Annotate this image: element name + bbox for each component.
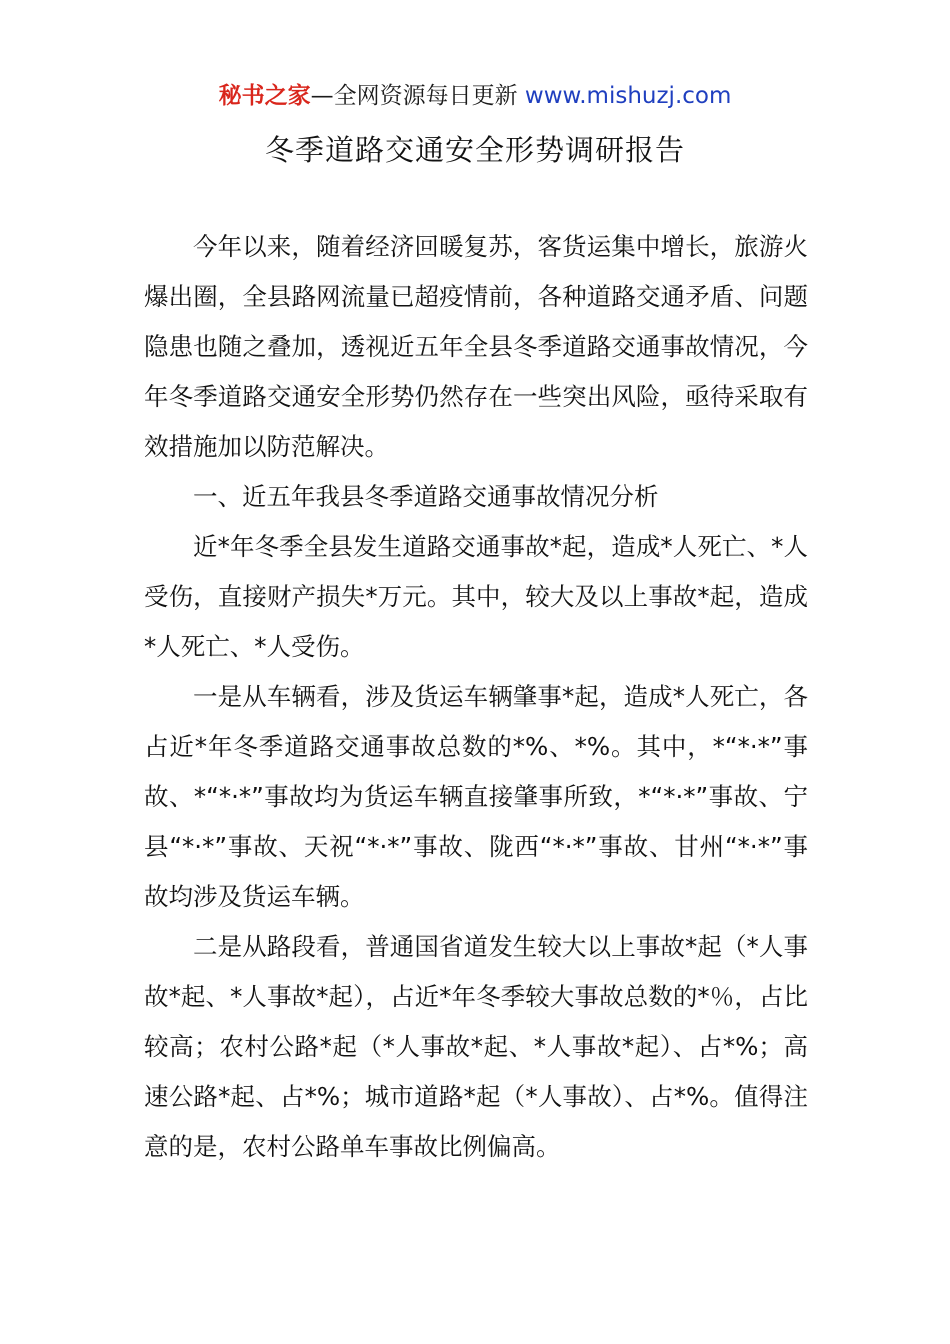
section-heading-1: 一、近五年我县冬季道路交通事故情况分析 — [193, 482, 659, 511]
header-tagline: —全网资源每日更新 — [310, 83, 518, 109]
site-url-link[interactable]: www.mishuzj.com — [524, 83, 732, 109]
brand-name: 秘书之家 — [218, 83, 311, 109]
site-header — [0, 80, 950, 112]
document-body — [144, 222, 808, 1172]
document-title: 冬季道路交通安全形势调研报告 — [264, 133, 685, 167]
paragraph-intro: 今年以来，随着经济回暖复苏，客货运集中增长，旅游火爆出圈，全县路网流量已超疫情前，各种道路交通矛盾、问题隐患也随之叠加，透视近五年全县冬季道路交通事故情况，今年冬季道路交通安全形势仍然存在一些突出风险，亟待采取有效措施加以防范解决。 — [144, 232, 808, 461]
paragraph-road-sections: 二是从路段看，普通国省道发生较大以上事故*起（*人事故*起、*人事故*起），占近*年冬季较大事故总数的*％，占比较高；农村公路*起（*人事故*起、*人事故*起）、占*%；高速公路*起、占*%；城市道路*起（*人事故）、占*%。值得注意的是，农村公路单车事故比例偏高。 — [144, 932, 808, 1161]
paragraph-overview: 近*年冬季全县发生道路交通事故*起，造成*人死亡、*人受伤，直接财产损失*万元。其中，较大及以上事故*起，造成*人死亡、*人受伤。 — [144, 532, 808, 661]
paragraph-vehicles: 一是从车辆看，涉及货运车辆肇事*起，造成*人死亡，各占近*年冬季道路交通事故总数的*%、*%。其中，*“*·*”事故、*“*·*”事故均为货运车辆直接肇事所致，*“*·*”事故、宁县“*·*”事故、天祝“*·*”事故、陇西“*·*”事故、甘州“*·*”事故均涉及货运车辆。 — [144, 682, 808, 911]
